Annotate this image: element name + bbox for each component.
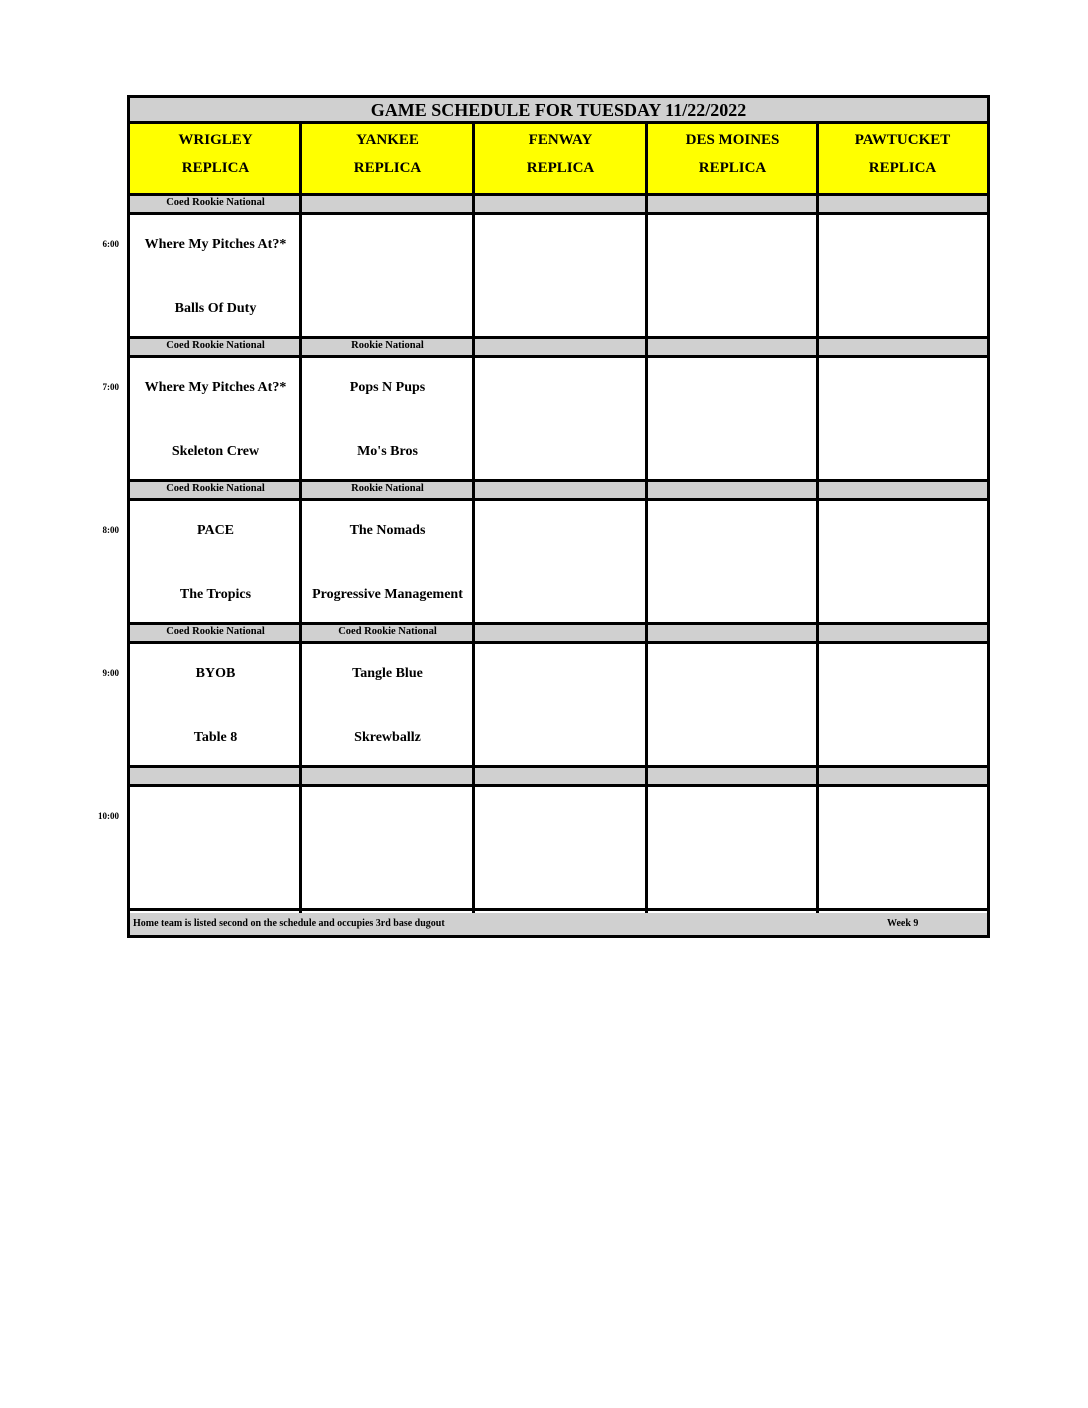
away-team: PACE: [196, 523, 235, 538]
game-cell: [818, 644, 987, 768]
game-cell: [647, 787, 818, 911]
venue-subtitle: REPLICA: [868, 160, 937, 176]
time-label: 9:00: [102, 668, 119, 678]
game-cell: [474, 358, 647, 482]
game-cell: [301, 215, 474, 339]
division-label: [474, 196, 647, 215]
column-divider: [299, 124, 302, 913]
venue-subtitle: REPLICA: [181, 160, 250, 176]
division-label: [474, 339, 647, 358]
division-label: [474, 625, 647, 644]
week-label: Week 9: [887, 918, 919, 929]
division-label: [647, 196, 818, 215]
away-team: BYOB: [195, 666, 236, 681]
column-divider: [816, 124, 819, 913]
home-team: Skrewballz: [354, 730, 421, 745]
division-label: Coed Rookie National: [130, 482, 301, 501]
game-cell: [474, 215, 647, 339]
game-cell: [130, 501, 301, 625]
column-divider: [645, 124, 648, 913]
away-team: Where My Pitches At?*: [144, 237, 287, 252]
division-label: [818, 196, 987, 215]
schedule-table: [127, 95, 990, 938]
time-label: 7:00: [102, 382, 119, 392]
division-label: Rookie National: [301, 482, 474, 501]
venue-header: [130, 124, 301, 196]
division-label: [647, 339, 818, 358]
game-cell: [301, 358, 474, 482]
away-team: The Nomads: [349, 523, 426, 538]
venue-header: [647, 124, 818, 196]
game-cell: [818, 215, 987, 339]
division-label: Rookie National: [301, 339, 474, 358]
division-label: [474, 482, 647, 501]
venue-header: [474, 124, 647, 196]
division-label: [647, 482, 818, 501]
division-label: [301, 768, 474, 787]
away-team: Where My Pitches At?*: [144, 380, 287, 395]
game-cell: [301, 501, 474, 625]
home-team: Skeleton Crew: [171, 444, 260, 459]
game-cell: [818, 358, 987, 482]
venue-name: PAWTUCKET: [854, 132, 951, 148]
division-label: Coed Rookie National: [301, 625, 474, 644]
column-divider: [472, 124, 475, 913]
game-cell: [130, 358, 301, 482]
game-cell: [130, 644, 301, 768]
division-label: [647, 768, 818, 787]
division-label: [130, 768, 301, 787]
venue-subtitle: REPLICA: [526, 160, 595, 176]
division-label: Coed Rookie National: [130, 196, 301, 215]
division-label: Coed Rookie National: [130, 339, 301, 358]
home-team: Balls Of Duty: [174, 301, 257, 316]
time-label: 8:00: [102, 525, 119, 535]
game-cell: [647, 358, 818, 482]
home-team: The Tropics: [179, 587, 252, 602]
home-team: Mo's Bros: [357, 444, 418, 459]
game-cell: [474, 787, 647, 911]
page-title: GAME SCHEDULE FOR TUESDAY 11/22/2022: [130, 98, 987, 124]
away-team: Tangle Blue: [352, 666, 423, 681]
game-cell: [647, 644, 818, 768]
game-cell: [130, 787, 301, 911]
game-cell: [647, 215, 818, 339]
home-team: Progressive Management: [312, 587, 463, 602]
division-label: [301, 196, 474, 215]
game-cell: [301, 644, 474, 768]
venue-subtitle: REPLICA: [353, 160, 422, 176]
venue-name: FENWAY: [528, 132, 593, 148]
time-label: 10:00: [98, 811, 119, 821]
home-team: Table 8: [193, 730, 238, 745]
division-label: [818, 339, 987, 358]
division-label: [818, 768, 987, 787]
division-label: [647, 625, 818, 644]
division-label: [818, 482, 987, 501]
venue-header: [818, 124, 987, 196]
venue-name: YANKEE: [356, 132, 419, 148]
division-label: Coed Rookie National: [130, 625, 301, 644]
game-cell: [474, 501, 647, 625]
game-cell: [301, 787, 474, 911]
time-label: 6:00: [102, 239, 119, 249]
game-cell: [818, 501, 987, 625]
footer: [130, 913, 987, 935]
venue-header: [301, 124, 474, 196]
division-label: [474, 768, 647, 787]
game-cell: [130, 215, 301, 339]
away-team: Pops N Pups: [349, 380, 426, 395]
game-cell: [818, 787, 987, 911]
game-cell: [474, 644, 647, 768]
venue-name: DES MOINES: [685, 132, 780, 148]
venue-subtitle: REPLICA: [698, 160, 767, 176]
home-team-note: Home team is listed second on the schedule and occupies 3rd base dugout: [133, 918, 445, 929]
game-cell: [647, 501, 818, 625]
venue-name: WRIGLEY: [178, 132, 253, 148]
division-label: [818, 625, 987, 644]
